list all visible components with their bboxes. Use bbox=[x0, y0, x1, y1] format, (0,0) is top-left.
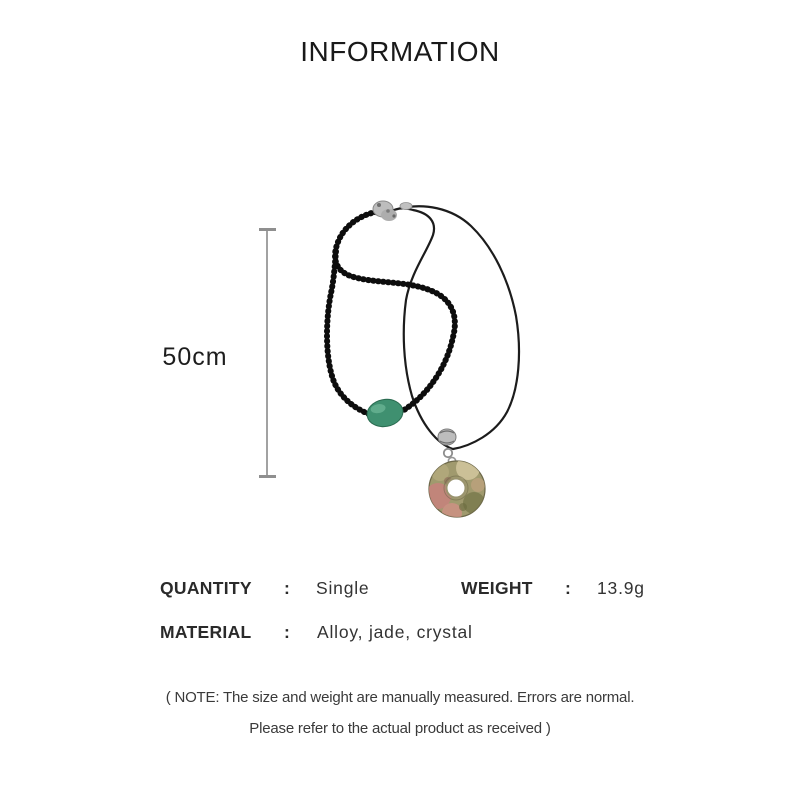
clasp-icon bbox=[373, 201, 412, 221]
quantity-value: Single bbox=[316, 578, 370, 598]
quantity-colon: : bbox=[284, 578, 290, 598]
note-line-2: Please refer to the actual product as received ) bbox=[249, 720, 551, 737]
quantity-label: QUANTITY bbox=[160, 578, 252, 598]
bead-strand bbox=[335, 212, 455, 412]
weight-label: WEIGHT bbox=[461, 578, 533, 598]
measure-line bbox=[266, 231, 268, 475]
measure-bottom-tick bbox=[259, 475, 276, 478]
page-title: INFORMATION bbox=[300, 36, 500, 67]
weight-colon: : bbox=[565, 578, 571, 598]
material-colon: : bbox=[284, 622, 290, 642]
note-text bbox=[0, 682, 800, 744]
pendant-donut bbox=[425, 456, 485, 523]
note-line-1: ( NOTE: The size and weight are manually measured. Errors are normal. bbox=[165, 689, 635, 706]
material-label: MATERIAL bbox=[160, 622, 252, 642]
necklace-photo bbox=[305, 190, 535, 530]
material-value: Alloy, jade, crystal bbox=[317, 622, 473, 642]
weight-value: 13.9g bbox=[597, 578, 645, 598]
jade-bead bbox=[365, 397, 405, 430]
length-label: 50cm bbox=[162, 343, 228, 371]
